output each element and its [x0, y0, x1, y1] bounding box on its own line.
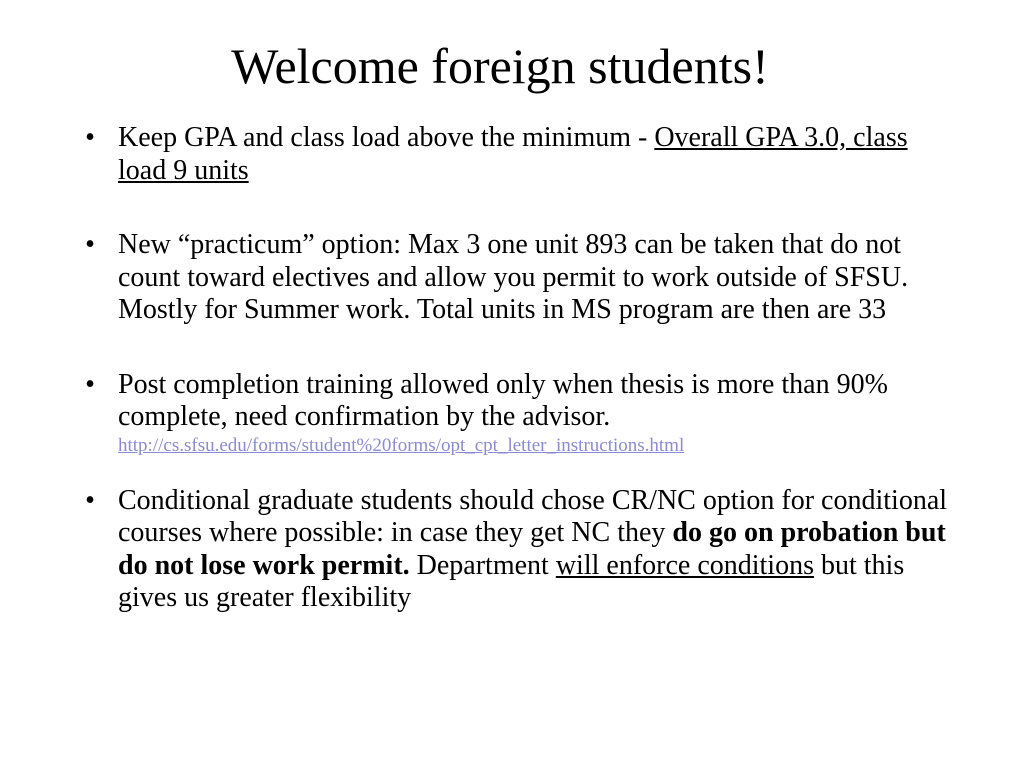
bullet-icon: •	[85, 368, 95, 400]
bullet-bold-text: do go on probation but do not lose work permit.	[118, 517, 946, 581]
slide-title: Welcome foreign students!	[231, 38, 769, 94]
bullet-item-post-completion	[80, 369, 950, 458]
bullet-text: New “practicum” option: Max 3 one unit 893 can be taken that do not count toward electives and allow you permit to work outside of SFSU. Mostly for Summer work. Total units in MS program are then are 33	[118, 229, 909, 325]
bullet-item-practicum	[80, 229, 950, 327]
bullet-list	[80, 122, 950, 646]
bullet-text-mid: Department	[409, 549, 556, 581]
bullet-underlined-text: Overall GPA 3.0, class load 9 units	[118, 122, 908, 186]
bullet-icon: •	[85, 229, 95, 260]
bullet-item-conditional	[80, 485, 950, 615]
bullet-text: Post completion training allowed only when thesis is more than 90% complete, need confirmation by the advisor.	[118, 368, 888, 432]
opt-cpt-instructions-link[interactable]: http://cs.sfsu.edu/forms/student%20forms/opt_cpt_letter_instructions.html	[118, 434, 685, 456]
bullet-text: Conditional graduate students should chose CR/NC option for conditional courses where possible: in case they get NC they	[118, 484, 948, 548]
bullet-text-after: but this gives us greater flexibility	[118, 549, 905, 613]
bullet-icon: •	[85, 122, 95, 153]
bullet-icon: •	[85, 484, 95, 516]
bullet-item-gpa	[80, 122, 950, 187]
bullet-underlined-text: will enforce conditions	[555, 549, 814, 581]
bullet-text: Keep GPA and class load above the minimum -	[118, 122, 655, 153]
